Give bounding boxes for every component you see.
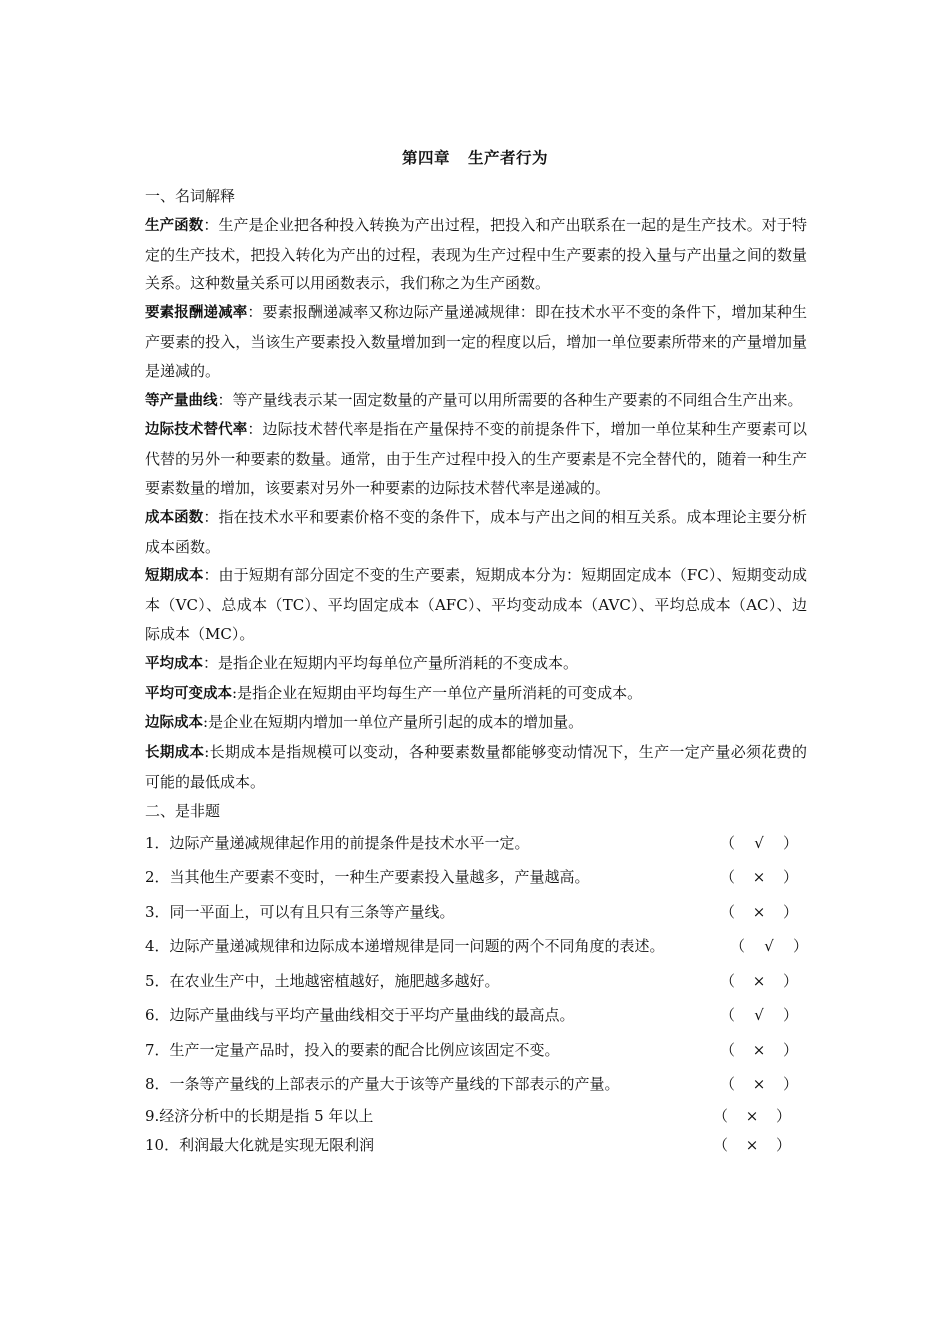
- chapter-number: 第四章: [401, 149, 450, 167]
- chapter-name: 生产者行为: [468, 149, 549, 167]
- definition-cost-function: 成本函数：指在技术水平和要素价格不变的条件下，成本与产出之间的相互关系。成本理论主要分析成本函数。: [145, 507, 807, 556]
- definition-term: 要素报酬递减率: [145, 305, 248, 322]
- true-false-item: [145, 1033, 807, 1068]
- definition-text: 等产量线表示某一固定数量的产量可以用所需要的各种生产要素的不同组合生产出来。: [232, 390, 803, 409]
- question-text: 6．边际产量曲线与平均产量曲线相交于平均产量曲线的最高点。: [145, 1006, 575, 1025]
- definition-text: 由于短期有部分固定不变的生产要素，短期成本分为：短期固定成本（FC）、短期变动成本（VC）、总成本（TC）、平均固定成本（AFC）、平均变动成本（AVC）、平均总成本（AC）、边际成本（MC）。: [145, 566, 807, 643]
- question-text: 8．一条等产量线的上部表示的产量大于该等产量线的下部表示的产量。: [145, 1075, 620, 1094]
- true-false-item: [145, 1067, 807, 1102]
- definition-text: 生产是企业把各种投入转换为产出过程，把投入和产出联系在一起的是生产技术。对于特定的生产技术，把投入转化为产出的过程，表现为生产过程中生产要素的投入量与产出量之间的数量关系。这种数量关系可以用函数表示，我们称之为生产函数。: [145, 215, 807, 293]
- definition-text: 长期成本是指规模可以变动，各种要素数量都能够变动情况下，生产一定产量必须花费的可能的最低成本。: [145, 743, 807, 791]
- true-false-item: [145, 998, 807, 1033]
- true-false-item: [145, 1131, 807, 1160]
- question-text: 1．边际产量递减规律起作用的前提条件是技术水平一定。: [145, 833, 530, 852]
- question-text: 2．当其他生产要素不变时，一种生产要素投入量越多，产量越高。: [145, 868, 590, 887]
- answer-mark: ×: [745, 1135, 759, 1154]
- definition-diminishing-returns: 要素报酬递减率：要素报酬递减率又称边际产量递减规律：即在技术水平不变的条件下，增加某种生产要素的投入，当该生产要素投入数量增加到一定的程度以后，增加一单位要素所带来的产量增加量是递减的。: [145, 303, 807, 380]
- answer-bracket: （ × ）: [720, 964, 798, 999]
- true-false-item: [145, 826, 807, 861]
- chapter-title: [0, 146, 950, 168]
- answer-mark: ×: [752, 902, 766, 921]
- definition-term: 等产量曲线: [145, 392, 218, 409]
- definition-text: 要素报酬递减率又称边际产量递减规律：即在技术水平不变的条件下，增加某种生产要素的投入，当该生产要素投入数量增加到一定的程度以后，增加一单位要素所带来的产量增加量是递减的。: [145, 303, 807, 380]
- definition-text: 指在技术水平和要素价格不变的条件下，成本与产出之间的相互关系。成本理论主要分析成本函数。: [145, 507, 807, 556]
- answer-bracket: （ × ）: [720, 1033, 798, 1068]
- definition-term: 平均可变成本: [145, 685, 232, 702]
- definition-term: 长期成本: [145, 745, 205, 762]
- answer-mark: ×: [752, 868, 766, 887]
- answer-mark: √: [764, 937, 774, 956]
- section-heading-true-false: 二、是非题: [145, 801, 221, 820]
- definition-average-cost: 平均成本：是指企业在短期内平均每单位产量所消耗的不变成本。: [145, 653, 579, 672]
- question-text: 10．利润最大化就是实现无限利润: [145, 1135, 375, 1154]
- question-text: 9.经济分析中的长期是指 5 年以上: [145, 1106, 374, 1125]
- answer-mark: √: [754, 1006, 764, 1025]
- question-text: 4．边际产量递减规律和边际成本递增规律是同一问题的两个不同角度的表述。: [145, 937, 665, 956]
- true-false-item: [145, 964, 807, 999]
- definition-term: 边际技术替代率: [145, 422, 248, 439]
- question-text: 5．在农业生产中，土地越密植越好，施肥越多越好。: [145, 971, 500, 990]
- definition-term: 平均成本: [145, 655, 203, 672]
- answer-mark: ×: [745, 1106, 759, 1125]
- answer-bracket: （ √ ）: [720, 998, 798, 1033]
- definition-long-run-cost: 长期成本:长期成本是指规模可以变动，各种要素数量都能够变动情况下，生产一定产量必须花费的可能的最低成本。: [145, 743, 807, 791]
- definition-text: 边际技术替代率是指在产量保持不变的前提条件下，增加一单位某种生产要素可以代替的另外一种要素的数量。通常，由于生产过程中投入的生产要素是不完全替代的，随着一种生产要素数量的增加，该要素对另外一种要素的边际技术替代率是递减的。: [145, 420, 807, 497]
- true-false-item: [145, 860, 807, 895]
- section-heading-terms: 一、名词解释: [145, 187, 236, 205]
- answer-bracket: （ × ）: [720, 1067, 798, 1102]
- definition-text: 是企业在短期内增加一单位产量所引起的成本的增加量。: [208, 713, 584, 732]
- question-text: 7．生产一定量产品时，投入的要素的配合比例应该固定不变。: [145, 1040, 560, 1059]
- definition-short-run-cost: 短期成本：由于短期有部分固定不变的生产要素，短期成本分为：短期固定成本（FC）、短期变动成本（VC）、总成本（TC）、平均固定成本（AFC）、平均变动成本（AVC）、平均总成本（AC）、边际成本（MC）。: [145, 566, 807, 643]
- answer-mark: ×: [752, 1040, 766, 1059]
- question-text: 3．同一平面上，可以有且只有三条等产量线。: [145, 902, 455, 921]
- document-body: [145, 182, 807, 1160]
- answer-bracket: （ × ）: [713, 1131, 791, 1160]
- definition-term: 边际成本: [145, 715, 203, 732]
- definition-average-variable-cost: 平均可变成本:是指企业在短期由平均每生产一单位产量所消耗的可变成本。: [145, 683, 643, 702]
- true-false-item: [145, 929, 807, 964]
- definition-text: 是指企业在短期内平均每单位产量所消耗的不变成本。: [218, 653, 579, 672]
- answer-bracket: （ × ）: [713, 1102, 791, 1131]
- answer-bracket: （ √ ）: [720, 826, 798, 861]
- answer-bracket: （ × ）: [720, 860, 798, 895]
- definition-marginal-cost: 边际成本:是企业在短期内增加一单位产量所引起的成本的增加量。: [145, 713, 584, 732]
- definition-term: 短期成本: [145, 568, 204, 585]
- true-false-item: [145, 1102, 807, 1131]
- definition-term: 成本函数: [145, 509, 204, 526]
- definition-term: 生产函数: [145, 217, 204, 234]
- answer-mark: ×: [752, 971, 766, 990]
- true-false-item: [145, 895, 807, 930]
- answer-bracket: （ × ）: [720, 895, 798, 930]
- answer-mark: ×: [752, 1075, 766, 1094]
- definition-mrts: 边际技术替代率：边际技术替代率是指在产量保持不变的前提条件下，增加一单位某种生产要素可以代替的另外一种要素的数量。通常，由于生产过程中投入的生产要素是不完全替代的，随着一种生产要素数量的增加，该要素对另外一种要素的边际技术替代率是递减的。: [145, 420, 807, 497]
- definition-text: 是指企业在短期由平均每生产一单位产量所消耗的可变成本。: [237, 683, 643, 702]
- definition-isoquant: 等产量曲线：等产量线表示某一固定数量的产量可以用所需要的各种生产要素的不同组合生产出来。: [145, 390, 803, 409]
- answer-mark: √: [754, 833, 764, 852]
- definition-production-function: 生产函数：生产是企业把各种投入转换为产出过程，把投入和产出联系在一起的是生产技术。对于特定的生产技术，把投入转化为产出的过程，表现为生产过程中生产要素的投入量与产出量之间的数量关系。这种数量关系可以用函数表示，我们称之为生产函数。: [145, 215, 807, 293]
- answer-bracket: （ √ ）: [730, 929, 808, 964]
